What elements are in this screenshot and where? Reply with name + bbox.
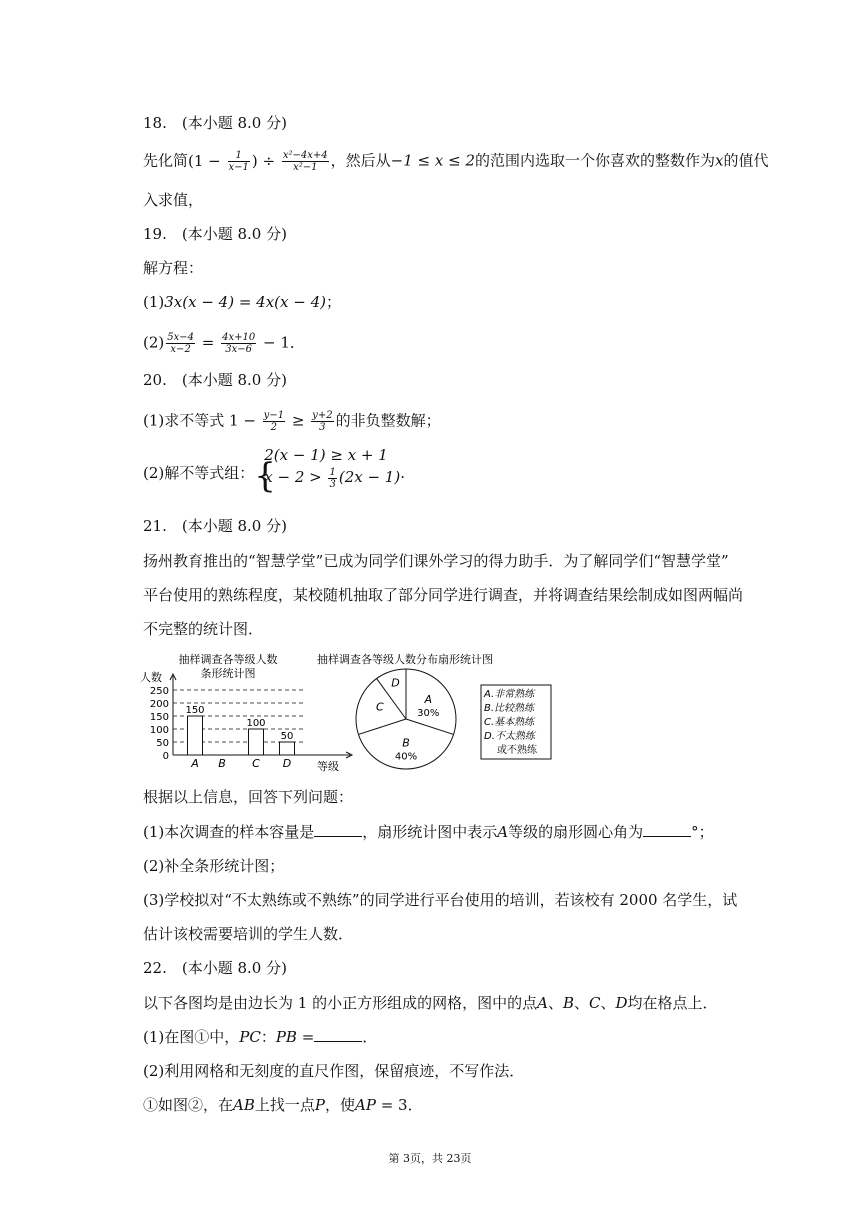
q21-line2: 平台使用的熟练程度，某校随机抽取了部分同学进行调查，并将调查结果绘制成如图两幅尚	[143, 586, 744, 604]
q20-p2-text: (2)解不等式组：	[143, 463, 255, 482]
legend-item-d2: 或不熟练	[497, 745, 537, 756]
bar-chart-xlabel: 等级	[317, 760, 339, 773]
q22-s3-text-a: ①如图②，在	[143, 1096, 234, 1114]
q21-s1-text-a: (1)本次调查的样本容量是	[143, 823, 315, 841]
q19-intro: 解方程：	[143, 259, 204, 277]
q22-l1-text-b: 均在格点上．	[627, 994, 718, 1012]
answer-blank-3[interactable]	[314, 1027, 362, 1042]
bar-chart-title-line1: 抽样调查各等级人数	[178, 653, 278, 666]
pie-slice-percent: 40%	[394, 751, 418, 763]
q18-text-d: 的值代	[723, 151, 769, 170]
q19-header: 19. (本小题 8.0 分)	[143, 225, 287, 243]
q20-p1-text-a: (1)求不等式	[143, 411, 225, 430]
bar	[280, 742, 295, 755]
bar-value-label: 50	[280, 731, 294, 742]
q22-sub3: ①如图②，在AB上找一点P，使AP = 3．	[143, 1096, 423, 1114]
pie-chart-title: 抽样调查各等级人数分布扇形统计图	[317, 653, 493, 666]
q18-line2: 入求值，	[143, 191, 204, 209]
q22-line1: 以下各图均是由边长为 1 的小正方形组成的网格，图中的点A、B、C、D均在格点上．	[143, 994, 718, 1012]
bar-chart	[140, 652, 352, 773]
q21-s1-text-b: ，扇形统计图中表示	[362, 823, 498, 841]
q21-sub2: (2)补全条形统计图；	[143, 857, 285, 875]
q20-part1: (1)求不等式 1 − $\frac{y-1}{2}$ ≥ $\frac{y+2}{3}$ 的非负整数解；	[143, 410, 441, 433]
q18-line1: 先化简(1 − $\frac{1}{x-1}$ ) ÷ $\frac{\text{x²−4x+4}}{\text{x²−1}}$ ，然后从−1 ≤ x ≤ 2的范围内选取一个你喜欢的整数作为x的值代	[143, 150, 769, 173]
q22-s3-text-c: ，使	[324, 1096, 355, 1114]
q21-sub3-b: 估计该校需要培训的学生人数．	[143, 925, 354, 943]
bar-category-label: C	[252, 757, 260, 770]
q19-part2: (2) $\frac{5x-4}{x-2}$ = $\frac{4x+10}{3x-6}$ − 1．	[143, 332, 305, 355]
answer-blank-2[interactable]	[643, 822, 691, 837]
pie-slice-label: A	[424, 692, 433, 706]
q21-after: 根据以上信息，回答下列问题：	[143, 788, 354, 806]
q20-p1-text-b: 的非负整数解；	[335, 411, 441, 430]
q21-sub3-a: (3)学校拟对“不太熟练或不熟练”的同学进行平台使用的培训，若该校有 2000 名学生，试	[143, 891, 738, 909]
bar-ytick-label: 50	[156, 738, 169, 749]
q22-sub2: (2)利用网格和无刻度的直尺作图，保留痕迹，不写作法．	[143, 1062, 525, 1080]
bar-category-label: D	[282, 757, 292, 770]
legend-item-b: B.比较熟练	[484, 703, 535, 714]
q21-line1: 扬州教育推出的“智慧学堂”已成为同学们课外学习的得力助手．为了解同学们“智慧学堂”	[143, 552, 729, 570]
q18-text-c: 的范围内选取一个你喜欢的整数作为	[475, 151, 716, 170]
bar	[188, 716, 203, 755]
bar	[249, 729, 264, 755]
q22-header: 22. (本小题 8.0 分)	[143, 959, 287, 977]
charts-figure	[140, 650, 560, 775]
bar-ytick-label: 200	[149, 699, 169, 710]
pie-legend	[481, 685, 551, 759]
page-footer: 第 3页，共 23页	[388, 1152, 472, 1165]
pie-chart	[317, 652, 551, 769]
pie-slice-label: C	[376, 700, 384, 714]
q18-text-a: 先化简	[143, 151, 189, 170]
q21-s1-text-c: 等级的扇形圆心角为	[508, 823, 644, 841]
bar-category-label: A	[191, 757, 199, 770]
bar-ytick-label: 0	[162, 751, 169, 762]
bar-ytick-label: 100	[149, 725, 169, 736]
bar-category-label: B	[218, 757, 226, 770]
q21-line3: 不完整的统计图．	[143, 620, 264, 638]
legend-item-a: A.非常熟练	[484, 689, 535, 700]
q19-p2-label: (2)	[143, 333, 165, 352]
bar-ytick-label: 150	[149, 712, 169, 723]
legend-item-d: D.不太熟练	[484, 731, 535, 742]
q22-s3-text-b: 上找一点	[254, 1096, 315, 1114]
q19-part1: (1)3x(x − 4) = 4x(x − 4)；	[143, 293, 341, 311]
bar-ytick-label: 250	[149, 686, 169, 697]
bar-chart-ylabel: 人数	[140, 671, 162, 684]
q22-s1-text: (1)在图①中，	[143, 1028, 240, 1046]
q20-part2: (2)解不等式组： { 2(x − 1) ≥ x + 1 x − 2 > $\frac{1}{3}$ (2x − 1) .	[143, 446, 405, 496]
q22-sub1: (1)在图①中，PC：PB = ．	[143, 1028, 378, 1046]
q19-p1-label: (1)	[143, 293, 165, 311]
pie-slice-label: D	[391, 676, 400, 690]
q21-sub1: (1)本次调查的样本容量是 ，扇形统计图中表示A等级的扇形圆心角为 °；	[143, 823, 714, 841]
q18-text-b: ，然后从	[330, 151, 391, 170]
q20-header: 20. (本小题 8.0 分)	[143, 371, 287, 389]
q18-header: 18. (本小题 8.0 分)	[143, 114, 287, 132]
answer-blank-1[interactable]	[314, 822, 362, 837]
legend-item-c: C.基本熟练	[484, 717, 535, 728]
bar-value-label: 150	[185, 705, 205, 716]
bar-value-label: 100	[246, 718, 266, 729]
q22-l1-text-a: 以下各图均是由边长为 1 的小正方形组成的网格，图中的点	[143, 994, 538, 1012]
q21-header: 21. (本小题 8.0 分)	[143, 517, 287, 535]
q21-s1-text-d: °；	[691, 823, 714, 841]
bar-chart-title-line2: 条形统计图	[200, 667, 256, 680]
pie-slice-percent: 30%	[417, 707, 440, 719]
pie-slice-label: B	[402, 736, 410, 750]
